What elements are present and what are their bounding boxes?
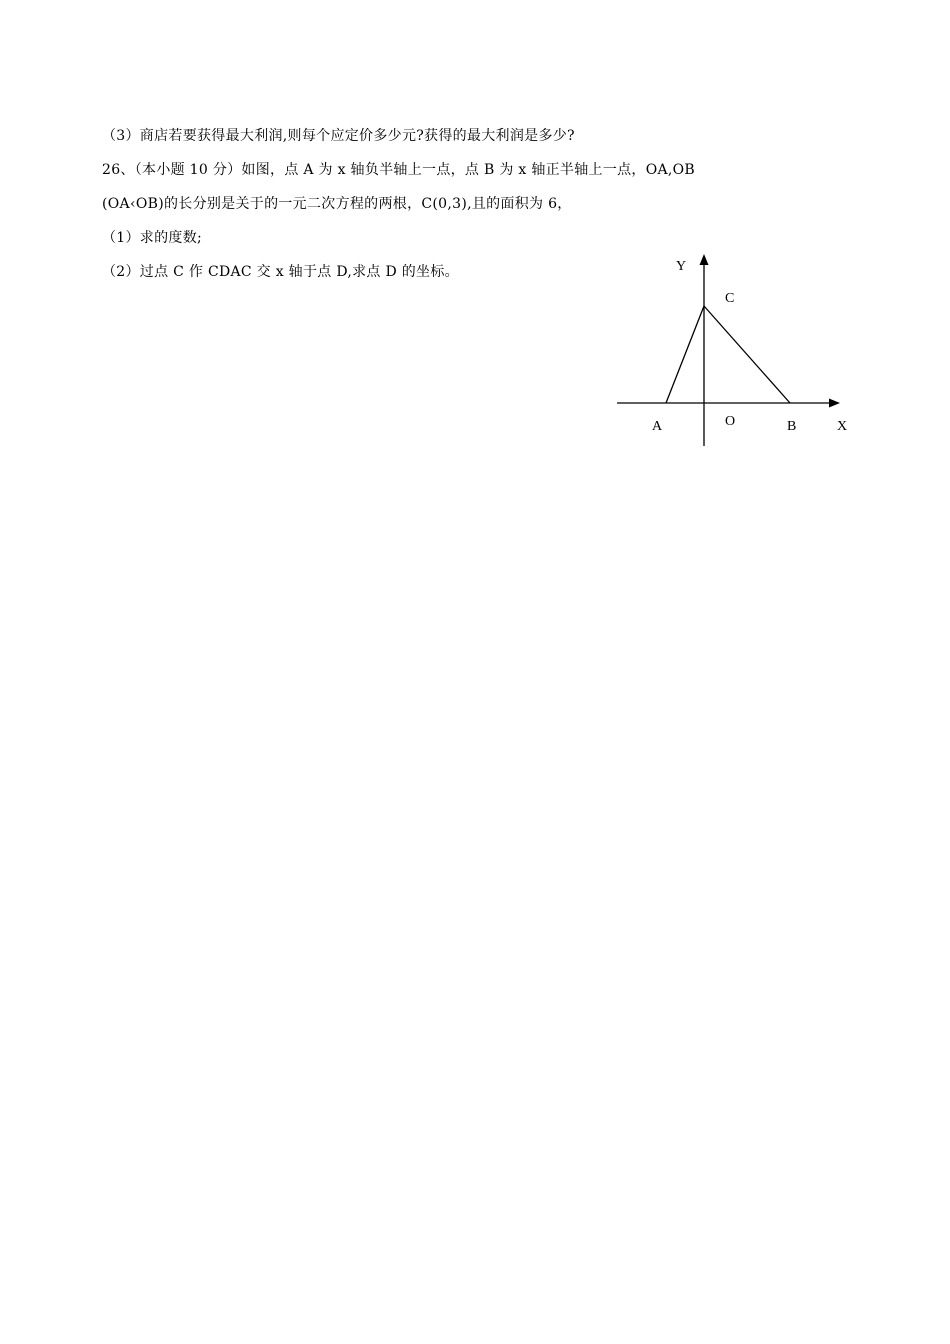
question-26-part-1: （1）求的度数;	[102, 230, 203, 246]
segment-cb	[704, 306, 790, 403]
y-axis-label: Y	[676, 259, 687, 274]
origin-label: O	[725, 414, 736, 429]
coordinate-figure	[610, 250, 860, 450]
point-c-label: C	[725, 291, 735, 306]
point-a-label: A	[652, 419, 663, 434]
x-axis-arrow	[829, 399, 840, 408]
point-b-label: B	[787, 419, 797, 434]
y-axis-arrow	[700, 254, 709, 265]
question-3-text: （3）商店若要获得最大利润,则每个应定价多少元?获得的最大利润是多少?	[102, 128, 575, 144]
question-26-stem-continued: (OA‹OB)的长分别是关于的一元二次方程的两根，C(0,3),且的面积为 6，	[102, 196, 572, 212]
question-26-part-2: （2）过点 C 作 CDAC 交 x 轴于点 D,求点 D 的坐标。	[102, 264, 459, 280]
segment-ac	[666, 306, 704, 403]
x-axis-label: X	[837, 419, 848, 434]
question-26-stem: 26、（本小题 10 分）如图，点 A 为 x 轴负半轴上一点，点 B 为 x 轴正半轴上一点，OA,OB	[102, 162, 696, 178]
